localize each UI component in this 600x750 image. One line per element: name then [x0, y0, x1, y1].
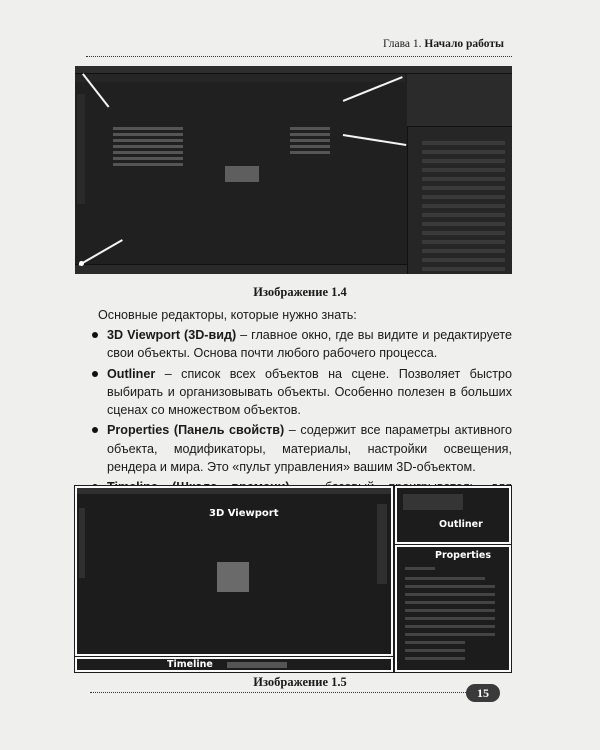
- outliner-rows: [403, 494, 463, 510]
- arrow-to-properties: [343, 134, 406, 146]
- properties-region: [395, 545, 511, 672]
- list-item: [90, 326, 512, 363]
- outliner-panel: [407, 74, 512, 127]
- cube-object: [225, 166, 259, 182]
- timeline-bar: [75, 264, 407, 274]
- chapter-title: Начало работы: [424, 38, 504, 50]
- nav-gizmo: [377, 504, 387, 584]
- cube-object: [217, 562, 249, 592]
- footer-divider: [90, 692, 470, 693]
- list-item-term: Outliner: [107, 366, 156, 381]
- timeline-label: Timeline: [167, 659, 213, 670]
- chapter-number: Глава 1.: [382, 38, 422, 50]
- timeline-region: [75, 657, 393, 672]
- figure-1-5-caption: Изображение 1.5: [253, 675, 347, 689]
- intro-paragraph: Основные редакторы, которые нужно знать:: [98, 308, 357, 322]
- arrowhead: [79, 261, 84, 266]
- figure-1-4-caption: Изображение 1.4: [253, 285, 347, 299]
- list-item-term: 3D Viewport (3D-вид): [107, 328, 237, 342]
- list-item: [90, 365, 512, 420]
- page-number: 15: [466, 684, 500, 702]
- list-item-term: Properties (Панель свойств): [107, 423, 285, 438]
- list-item-text: – главное окно, где вы видите и редактируете свои объекты. Основа почти любого рабочего процесса.: [107, 328, 512, 361]
- viewport-region: [75, 486, 393, 656]
- figure-1-4-screenshot: [75, 66, 512, 274]
- outliner-label: Outliner: [439, 519, 483, 530]
- figure-1-5-screenshot: [74, 485, 512, 673]
- running-header: [80, 38, 504, 54]
- properties-label: Properties: [435, 550, 491, 561]
- menu-bar: [75, 66, 512, 74]
- list-item-text: – содержит все параметры активного объекта, модификаторы, материалы, настройки освещения, рендера и мира. Это «пульт управления» вашим 3D-объектом.: [107, 423, 512, 475]
- header-divider: [86, 56, 512, 57]
- outliner-region: [395, 486, 511, 544]
- viewport-header: [77, 488, 391, 494]
- list-item: [90, 421, 512, 476]
- arrow-to-timeline: [79, 239, 123, 265]
- list-item-text: – список всех объектов на сцене. Позволяет быстро выбирать и организовывать объекты. Особенно полезен в больших сценах со множеством объектов.: [107, 366, 512, 418]
- submenu: [290, 124, 350, 164]
- toolbar: [79, 508, 85, 578]
- toolbar: [77, 94, 85, 204]
- viewport-header: [75, 74, 405, 82]
- playback-controls: [227, 662, 287, 668]
- viewport-label: 3D Viewport: [209, 508, 279, 519]
